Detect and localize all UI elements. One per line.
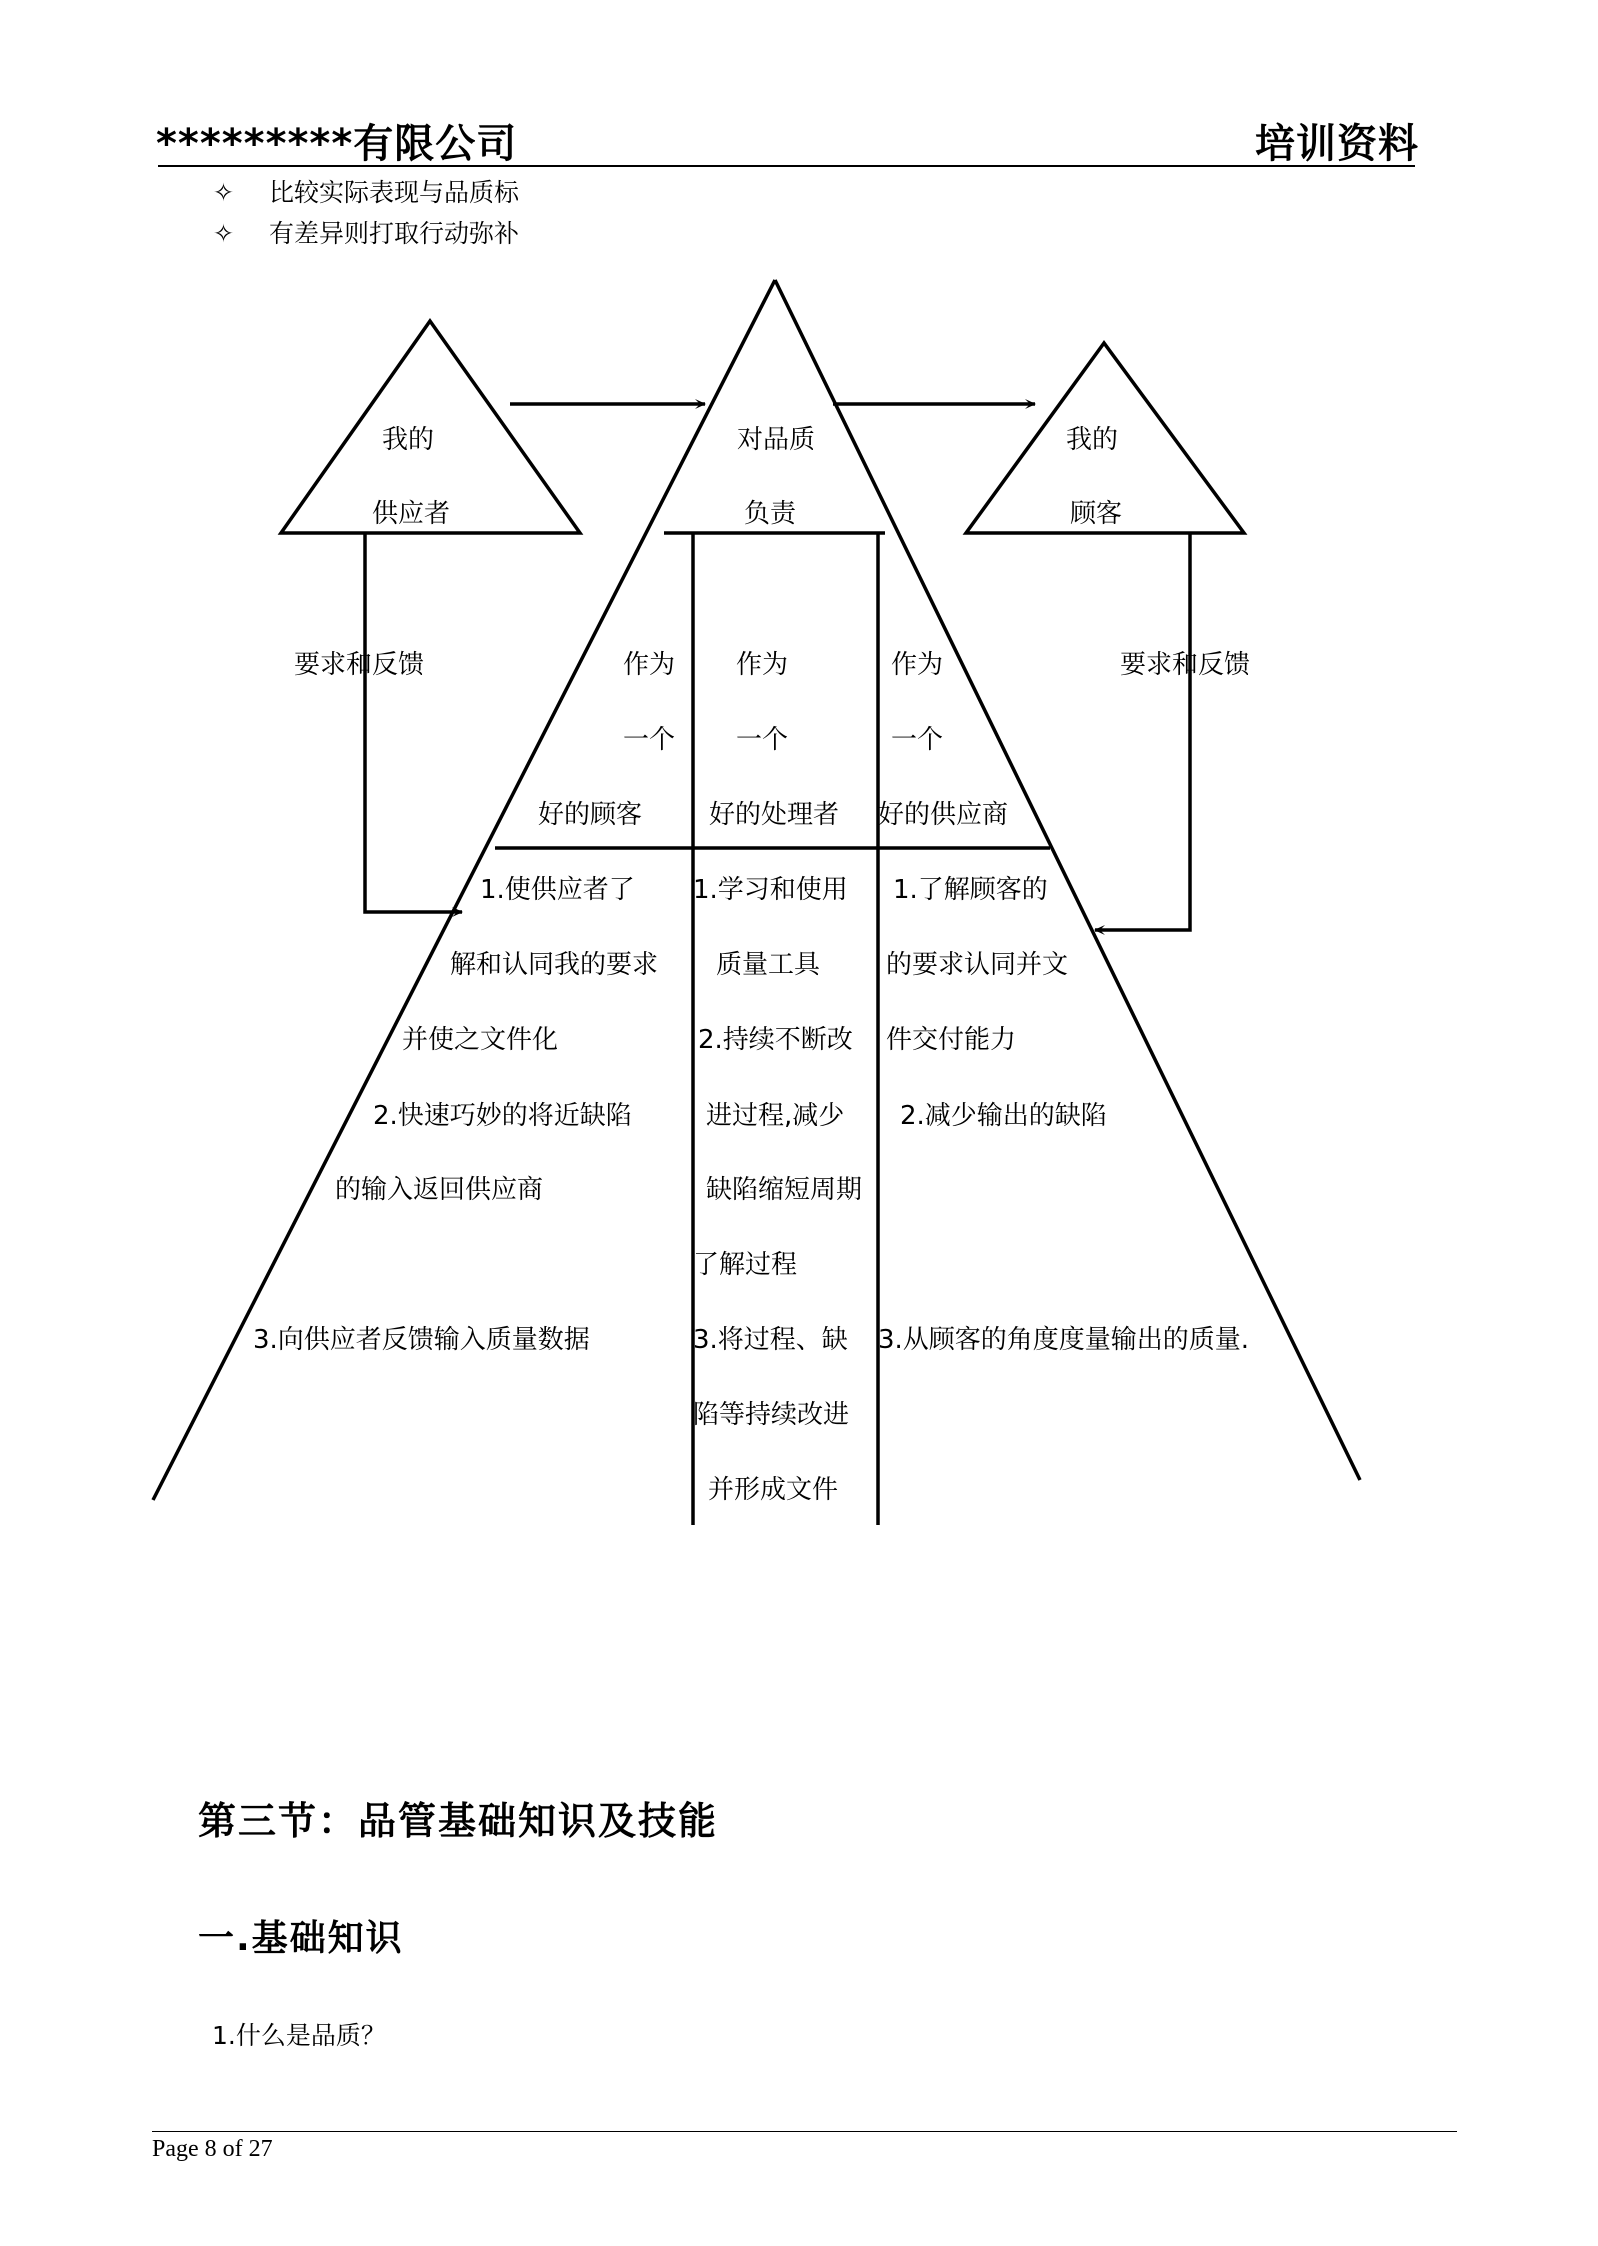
left-item-5: 的输入返回供应商	[335, 1175, 544, 1205]
middle-item-8: 陷等持续改进	[693, 1400, 850, 1430]
middle-item-6: 了解过程	[693, 1250, 798, 1280]
left-item-4: 2.快速巧妙的将近缺陷	[373, 1101, 632, 1131]
right-feedback-label: 要求和反馈	[1120, 650, 1251, 680]
subsection-title: 一.基础知识	[198, 1918, 404, 1959]
supplier-label-line2: 供应者	[372, 499, 451, 529]
document-type: 培训资料	[1255, 121, 1419, 167]
customer-label-line1: 我的	[1066, 425, 1119, 455]
right-item-3: 件交付能力	[886, 1025, 1017, 1055]
customer-label-line2: 顾客	[1070, 499, 1123, 529]
left-item-1: 1.使供应者了	[480, 875, 635, 905]
left-item-3: 并使之文件化	[402, 1025, 559, 1055]
role-right-line3: 好的供应商	[878, 800, 1009, 830]
right-item-1: 1.了解顾客的	[893, 875, 1048, 905]
bullet-text: 有差异则打取行动弥补	[269, 219, 520, 248]
middle-item-9: 并形成文件	[708, 1475, 839, 1505]
role-middle-line1: 作为	[736, 650, 789, 680]
right-item-2: 的要求认同并文	[886, 950, 1069, 980]
question-text: 1.什么是品质？	[212, 2021, 386, 2050]
middle-item-1: 1.学习和使用	[693, 875, 848, 905]
right-feedback-path	[1095, 533, 1190, 930]
middle-item-7: 3.将过程、缺	[693, 1325, 848, 1355]
middle-item-5: 缺陷缩短周期	[706, 1175, 863, 1205]
role-left-line2: 一个	[623, 725, 676, 755]
left-item-2: 解和认同我的要求	[450, 950, 659, 980]
section-title: 第三节：品管基础知识及技能	[198, 1799, 719, 1843]
middle-item-2: 质量工具	[716, 950, 821, 980]
role-middle-line3: 好的处理者	[709, 800, 840, 830]
supplier-label-line1: 我的	[382, 425, 435, 455]
footer-divider	[152, 2131, 1457, 2132]
role-left-line1: 作为	[623, 650, 676, 680]
role-right-line2: 一个	[891, 725, 944, 755]
right-item-5: 3.从顾客的角度度量输出的质量.	[878, 1325, 1250, 1355]
role-right-line1: 作为	[891, 650, 944, 680]
left-feedback-label: 要求和反馈	[294, 650, 425, 680]
pyramid-left-edge	[153, 280, 775, 1500]
role-left-line3: 好的顾客	[538, 800, 643, 830]
middle-item-3: 2.持续不断改	[698, 1025, 853, 1055]
company-name: *********有限公司	[156, 121, 518, 167]
right-item-4: 2.减少输出的缺陷	[900, 1101, 1107, 1131]
left-feedback-path	[365, 533, 462, 912]
role-middle-line2: 一个	[736, 725, 789, 755]
pyramid-right-edge	[775, 280, 1360, 1480]
center-label-line1: 对品质	[737, 425, 816, 455]
diamond-star-icon: ✧	[213, 178, 234, 207]
left-item-6: 3.向供应者反馈输入质量数据	[253, 1325, 590, 1355]
center-label-line2: 负责	[744, 499, 797, 529]
diamond-star-icon: ✧	[213, 219, 234, 248]
bullet-text: 比较实际表现与品质标	[269, 178, 520, 207]
middle-item-4: 进过程,减少	[706, 1101, 845, 1131]
page-number: Page 8 of 27	[152, 2136, 273, 2162]
